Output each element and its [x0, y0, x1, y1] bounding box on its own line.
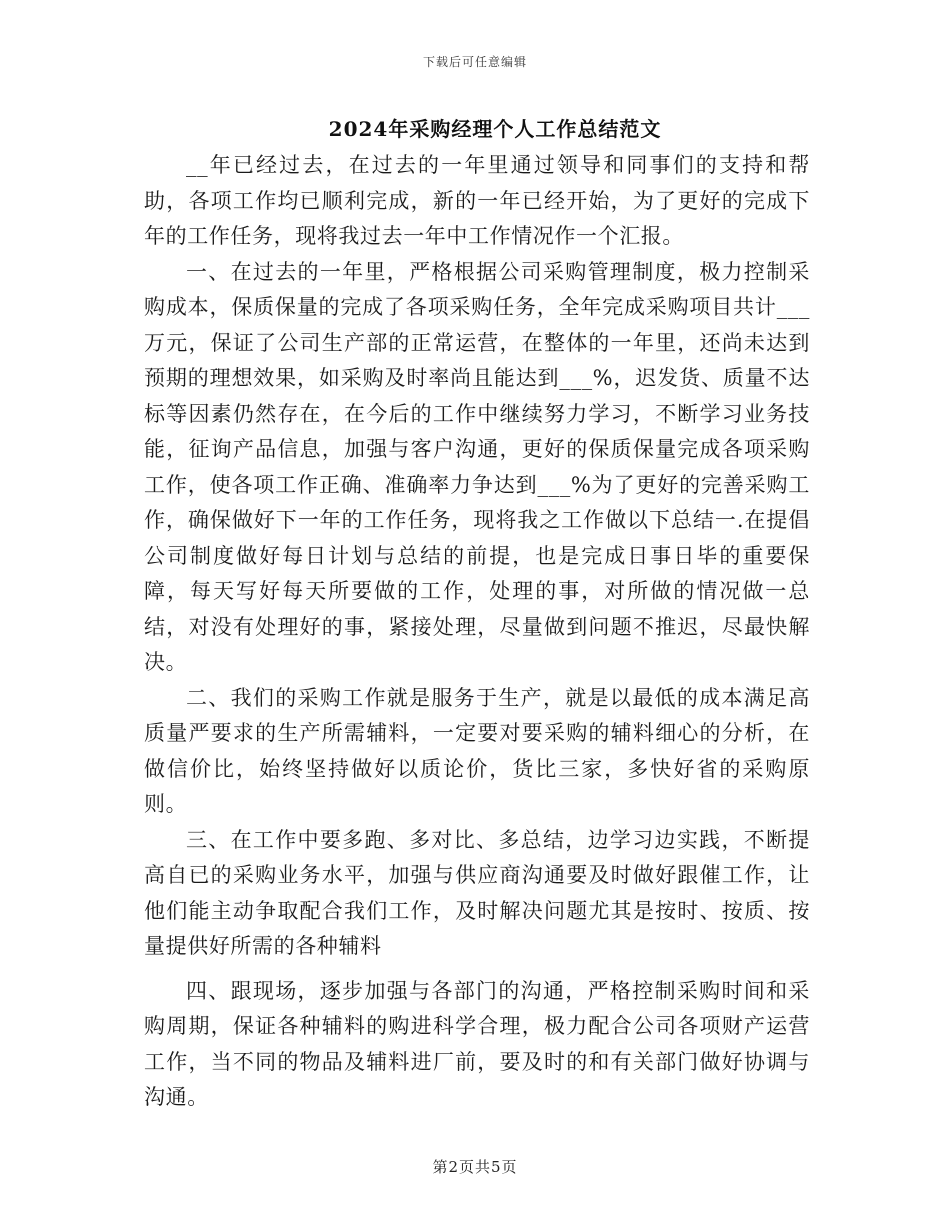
- document-body: [144, 148, 810, 1116]
- header-note: 下载后可任意编辑: [422, 55, 527, 69]
- paragraph-section-3: 三、在工作中要多跑、多对比、多总结，边学习边实践，不断提高自已的采购业务水平，加强与供应商沟通要及时做好跟催工作，让他们能主动争取配合我们工作，及时解决问题尤其是按时、按质、按量提供好所需的各种辅料: [144, 827, 810, 958]
- paragraph-intro: __年已经过去，在过去的一年里通过领导和同事们的支持和帮助，各项工作均已顺利完成，新的一年已经开始，为了更好的完成下年的工作任务，现将我过去一年中工作情况作一个汇报。: [144, 153, 810, 248]
- document-title: 2024年采购经理个人工作总结范文: [328, 117, 662, 141]
- paragraph-section-1: 一、在过去的一年里，严格根据公司采购管理制度，极力控制采购成本，保质保量的完成了各项采购任务，全年完成采购项目共计___万元，保证了公司生产部的正常运营，在整体的一年里，还尚未达到预期的理想效果，如采购及时率尚且能达到___%，迟发货、质量不达标等因素仍然存在，在今后的工作中继续努力学习，不断学习业务技能，征询产品信息，加强与客户沟通，更好的保质保量完成各项采购工作，使各项工作正确、准确率力争达到___%为了更好的完善采购工作，确保做好下一年的工作任务，现将我之工作做以下总结一.在提倡公司制度做好每日计划与总结的前提，也是完成日事日毕的重要保障，每天写好每天所要做的工作，处理的事，对所做的情况做一总结，对没有处理好的事，紧接处理，尽量做到问题不推迟，尽最快解决。: [144, 259, 810, 674]
- page-indicator: 第2页共5页: [432, 1158, 518, 1176]
- paragraph-section-2: 二、我们的采购工作就是服务于生产，就是以最低的成本满足高质量严要求的生产所需辅料，一定要对要采购的辅料细心的分析，在做信价比，始终坚持做好以质论价，货比三家，多快好省的采购原则。: [144, 685, 810, 816]
- paragraph-section-4: 四、跟现场，逐步加强与各部门的沟通，严格控制采购时间和采购周期，保证各种辅料的购进科学合理，极力配合公司各项财产运营工作，当不同的物品及辅料进厂前，要及时的和有关部门做好协调与沟通。: [144, 978, 810, 1109]
